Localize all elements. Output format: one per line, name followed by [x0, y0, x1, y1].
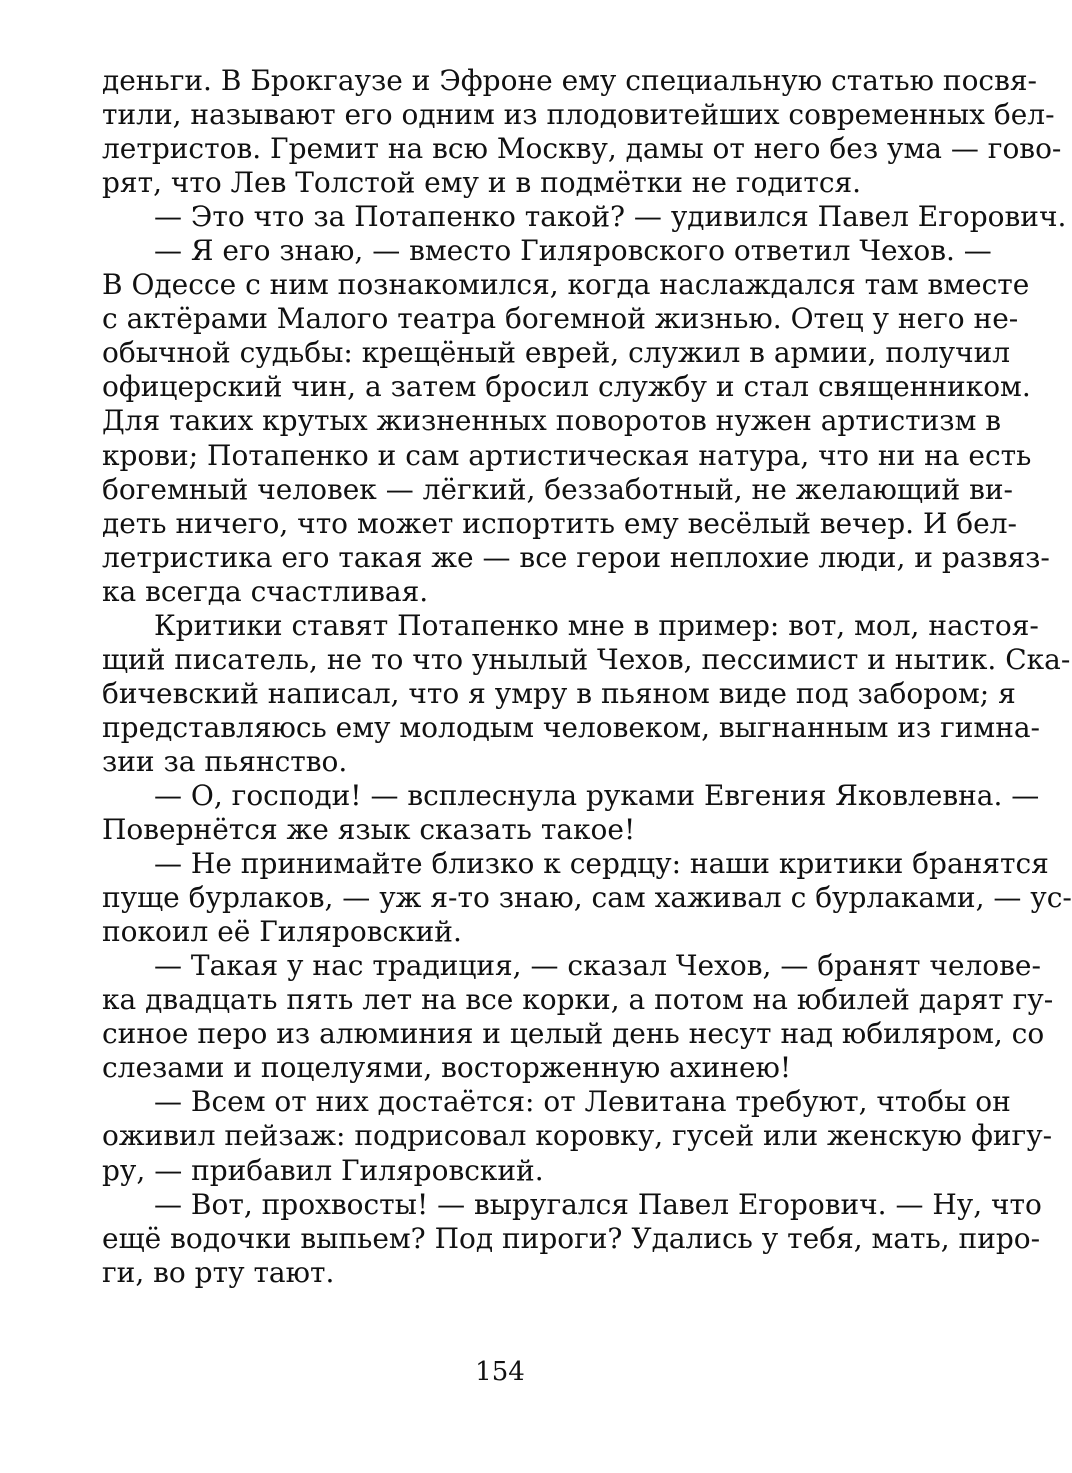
text-line: ка двадцать пять лет на все корки, а потом на юбилей дарят гу-	[102, 983, 1054, 1017]
text-line: бичевский написал, что я умру в пьяном виде под забором; я	[102, 676, 1016, 710]
text-line: ещё водочки выпьем? Под пироги? Удались у тебя, мать, пиро-	[102, 1221, 1041, 1255]
text-line: щий писатель, не то что унылый Чехов, пессимист и нытик. Ска-	[102, 642, 1071, 676]
text-line: синое перо из алюминия и целый день несут над юбиляром, со	[102, 1017, 1045, 1051]
text-line: слезами и поцелуями, восторженную ахинею!	[102, 1051, 792, 1085]
text-line: — Я его знаю, — вместо Гиляровского ответил Чехов. —	[154, 234, 992, 268]
text-line: летристика его такая же — все герои неплохие люди, и развяз-	[102, 540, 1050, 574]
text-line: представляюсь ему молодым человеком, выгнанным из гимна-	[102, 710, 1041, 744]
text-line: рят, что Лев Толстой ему и в подмётки не годится.	[102, 166, 862, 200]
text-line: — Это что за Потапенко такой? — удивился Павел Егорович.	[154, 200, 1067, 234]
text-line: богемный человек — лёгкий, беззаботный, не желающий ви-	[102, 472, 1013, 506]
text-line: крови; Потапенко и сам артистическая натура, что ни на есть	[102, 438, 1032, 472]
text-line: с актёрами Малого театра богемной жизнью. Отец у него не-	[102, 302, 1019, 336]
text-line: ка всегда счастливая.	[102, 574, 429, 608]
text-line: офицерский чин, а затем бросил службу и стал священником.	[102, 370, 1031, 404]
text-line: В Одессе с ним познакомился, когда наслаждался там вместе	[102, 268, 1030, 302]
text-line: — Всем от них достаётся: от Левитана требуют, чтобы он	[154, 1085, 1011, 1119]
text-line: обычной судьбы: крещёный еврей, служил в армии, получил	[102, 336, 1011, 370]
text-line: деньги. В Брокгаузе и Эфроне ему специальную статью посвя-	[102, 64, 1037, 97]
body-text	[102, 64, 1072, 1290]
text-line: — О, господи! — всплеснула руками Евгения Яковлевна. —	[154, 778, 1040, 812]
text-line: пуще бурлаков, — уж я-то знаю, сам хаживал с бурлаками, — ус-	[102, 881, 1072, 915]
text-line: тили, называют его одним из плодовитейших современных бел-	[102, 98, 1055, 132]
text-line: оживил пейзаж: подрисовал коровку, гусей или женскую фигу-	[102, 1119, 1053, 1153]
text-line: ги, во рту тают.	[102, 1255, 335, 1289]
text-line: ру, — прибавил Гиляровский.	[102, 1153, 544, 1187]
text-line: зии за пьянство.	[102, 744, 348, 778]
text-line: — Такая у нас традиция, — сказал Чехов, — бранят челове-	[154, 949, 1041, 983]
text-line: покоил её Гиляровский.	[102, 915, 462, 949]
text-line: летристов. Гремит на всю Москву, дамы от него без ума — гово-	[102, 132, 1062, 166]
text-line: Критики ставят Потапенко мне в пример: вот, мол, настоя-	[154, 608, 1039, 642]
page-number: 154	[475, 1357, 525, 1387]
text-line: деть ничего, что может испортить ему весёлый вечер. И бел-	[102, 506, 1017, 540]
text-line: Повернётся же язык сказать такое!	[102, 813, 636, 847]
text-line: — Вот, прохвосты! — выругался Павел Егорович. — Ну, что	[154, 1187, 1042, 1221]
text-line: Для таких крутых жизненных поворотов нужен артистизм в	[102, 404, 1002, 438]
text-line: — Не принимайте близко к сердцу: наши критики бранятся	[154, 847, 1049, 881]
